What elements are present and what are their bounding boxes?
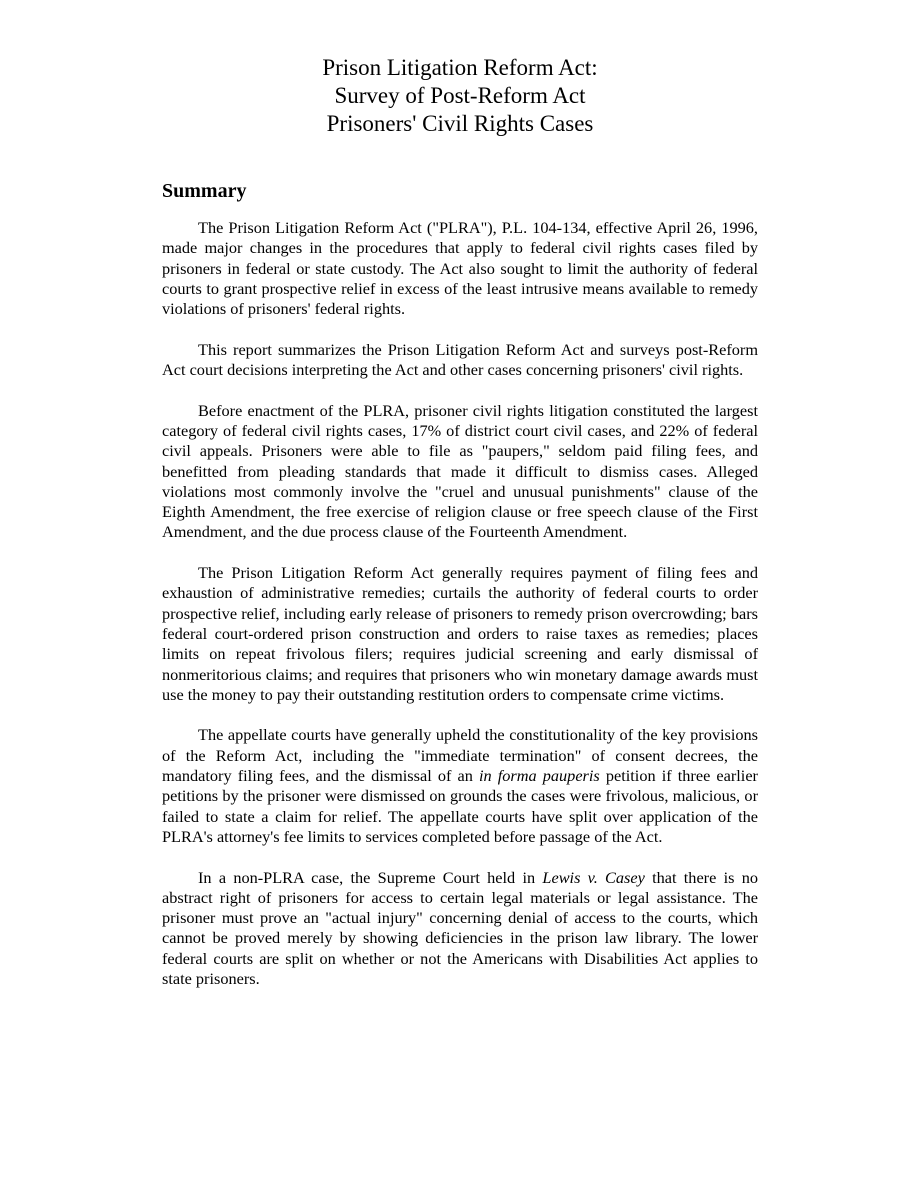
- p6-text-before: In a non-PLRA case, the Supreme Court held in: [198, 867, 543, 887]
- p6-text-after: that there is no abstract right of prisoners for access to certain legal materials or legal assistance. The prisoner must prove an "actual injury" concerning denial of access to the courts, which cannot be proved merely by showing deficiencies in the prison law library. The lower federal courts are split on whether or not the Americans with Disabilities Act applies to state prisoners.: [162, 867, 758, 988]
- p5-text-after: petition if three earlier petitions by the prisoner were dismissed on grounds the cases were frivolous, malicious, or failed to state a claim for relief. The appellate courts have split over application of the PLRA's attorney's fee limits to services completed before passage of the Act.: [162, 766, 758, 846]
- p5-italic-term: in forma pauperis: [478, 766, 600, 786]
- p6-case-name: Lewis v. Casey: [542, 867, 645, 887]
- title-line-2: Survey of Post-Reform Act: [334, 83, 586, 108]
- summary-paragraph-6: [162, 868, 758, 990]
- title-line-3: Prisoners' Civil Rights Cases: [326, 111, 594, 136]
- p5-text-before: The appellate courts have generally upheld the constitutionality of the key provisions of the Reform Act, including the "immediate termination" of consent decrees, the mandatory filing fees, and the dismissal of an: [162, 725, 758, 786]
- summary-heading: Summary: [162, 180, 247, 202]
- title-line-1: Prison Litigation Reform Act:: [322, 55, 598, 80]
- summary-paragraph-5: [162, 725, 758, 847]
- summary-paragraph-4: The Prison Litigation Reform Act generally requires payment of filing fees and exhaustion of administrative remedies; curtails the authority of federal courts to order prospective relief, including early release of prisoners to remedy prison overcrowding; bars federal court-ordered prison construction and orders to raise taxes as remedies; places limits on repeat frivolous filers; requires judicial screening and early dismissal of nonmeritorious claims; and requires that prisoners who win monetary damage awards must use the money to pay their outstanding restitution orders to compensate crime victims.: [162, 563, 758, 704]
- summary-paragraph-1: The Prison Litigation Reform Act ("PLRA"), P.L. 104-134, effective April 26, 1996, made major changes in the procedures that apply to federal civil rights cases filed by prisoners in federal or state custody. The Act also sought to limit the authority of federal courts to grant prospective relief in excess of the least intrusive means available to remedy violations of prisoners' federal rights.: [162, 218, 758, 319]
- document-page: [162, 54, 758, 989]
- summary-paragraph-2: This report summarizes the Prison Litigation Reform Act and surveys post-Reform Act court decisions interpreting the Act and other cases concerning prisoners' civil rights.: [162, 339, 758, 380]
- document-title: [162, 54, 758, 138]
- summary-paragraph-3: Before enactment of the PLRA, prisoner civil rights litigation constituted the largest category of federal civil rights cases, 17% of district court civil cases, and 22% of federal civil appeals. Prisoners were able to file as "paupers," seldom paid filing fees, and benefitted from pleading standards that made it difficult to dismiss cases. Alleged violations most commonly involve the "cruel and unusual punishments" clause of the Eighth Amendment, the free exercise of religion clause or free speech clause of the First Amendment, and the due process clause of the Fourteenth Amendment.: [162, 400, 758, 542]
